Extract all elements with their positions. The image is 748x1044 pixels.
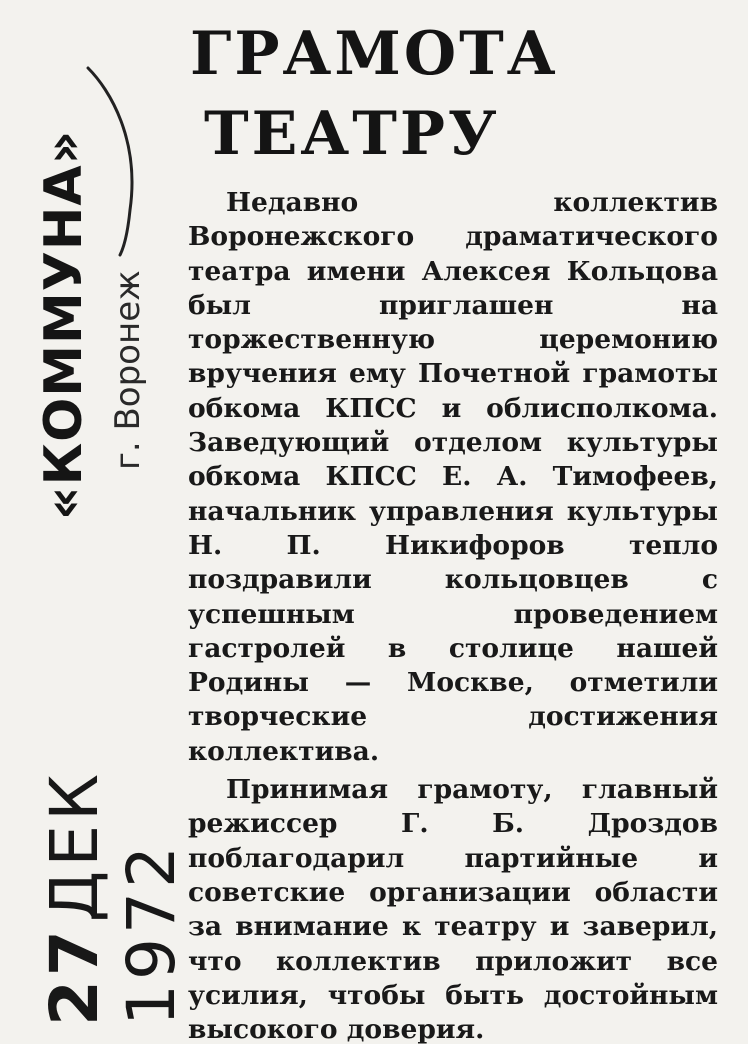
date-stamp xyxy=(36,606,190,1026)
article-body xyxy=(188,186,718,1044)
article-paragraph-2: Принимая грамоту, главный режиссер Г. Б. Дроздов поблагодарил партийные и советские организации области за внимание к театру и заверил, что коллектив приложит все усилия, чтобы быть достойным высокого доверия. xyxy=(188,774,718,1044)
newspaper-stamp xyxy=(28,60,178,520)
date-year: 1972 xyxy=(113,842,190,1026)
date-month: ДЕК xyxy=(36,770,113,923)
article-title xyxy=(190,14,570,174)
title-line-2: ТЕАТРУ xyxy=(204,99,500,169)
newspaper-name: «КОММУНА» xyxy=(34,129,94,520)
date-day: 27 xyxy=(36,926,113,1026)
title-line-1: ГРАМОТА xyxy=(190,19,559,89)
newspaper-city: г. Воронеж xyxy=(108,270,148,470)
article-paragraph-1: Недавно коллектив Воронежского драматического театра имени Алексея Кольцова был приглашен на торжественную церемонию вручения ему Почетной грамоты обкома КПСС и облисполкома. Заведующий отделом культуры обкома КПСС Е. А. Тимофеев, начальник управления культуры Н. П. Никифоров тепло поздравили кольцовцев с успешным проведением гастролей в столице нашей Родины — Москве, отметили творческие достижения коллектива. xyxy=(188,187,718,767)
